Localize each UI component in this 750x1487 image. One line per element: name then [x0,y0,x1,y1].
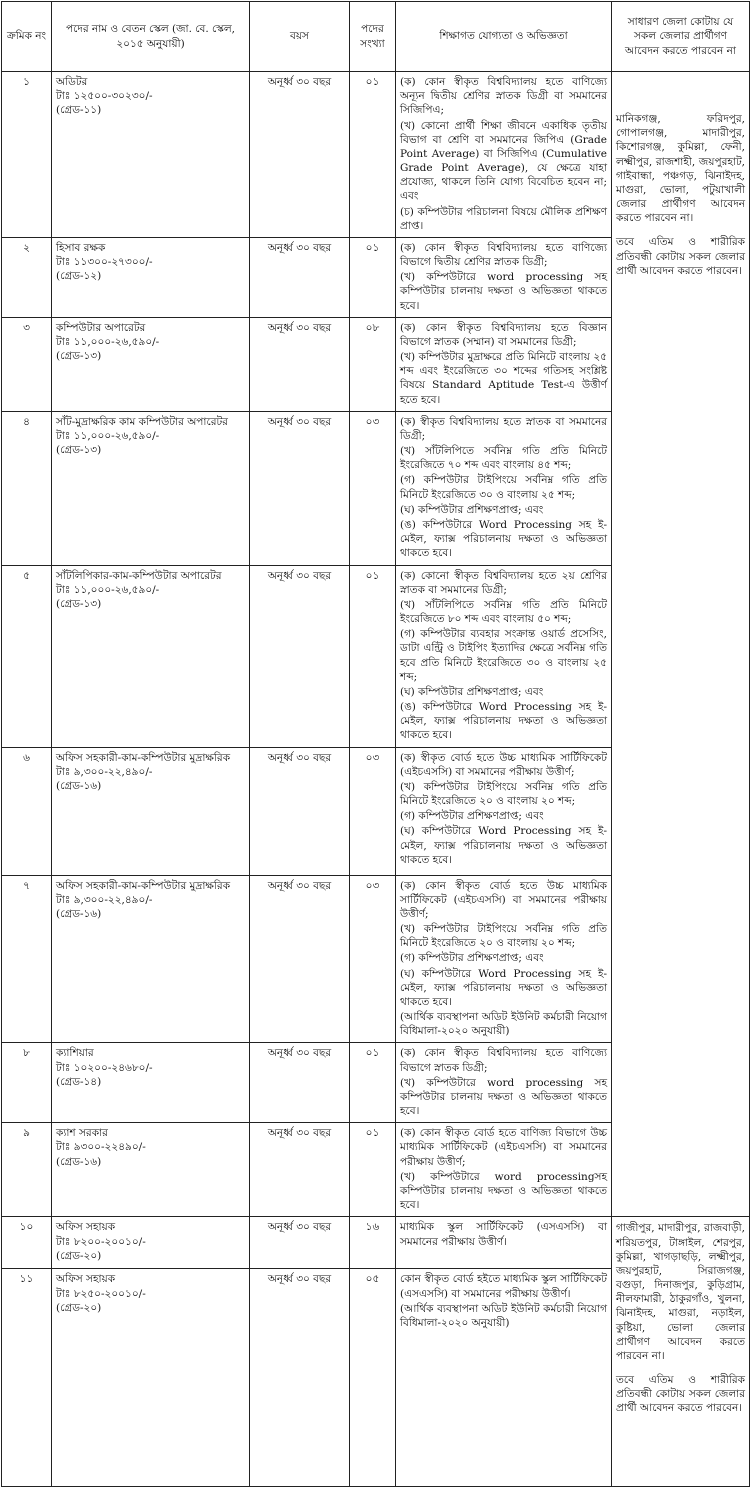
post-count: ০১ [365,1127,380,1140]
post-cell [52,1123,250,1217]
age-cell [250,747,350,875]
qualification-item: (ক) স্বীকৃত বোর্ড হতে উচ্চ মাধ্যমিক সার্টিফিকেট (এইচএসসি) বা সমমানের পরীক্ষায় উত্তীর্ণ; [400,751,607,778]
qualification-cell [396,1217,612,1269]
qualification-item: (আর্থিক ব্যবস্থাপনা অডিট ইউনিট কর্মচারী নিয়োগ বিধিমালা-২০২০ অনুযায়ী) [400,1302,607,1329]
post-cell [52,1043,250,1123]
serial-cell [2,72,52,238]
post-name: অফিস সহকারী-কাম-কম্পিউটার মুদ্রাক্ষরিক [56,879,231,892]
post-name: সাঁটলিপিকার-কাম-কম্পিউটার অপারেটর [56,569,222,582]
age-cell [250,317,350,411]
qualification-item: (ঘ) কম্পিউটার প্রশিক্ষণপ্রাপ্ত; এবং [400,685,544,698]
recruitment-table [1,1,750,1487]
post-name: অফিস সহকারী-কাম-কম্পিউটার মুদ্রাক্ষরিক [56,751,231,764]
header-posts: পদের সংখ্যা [350,2,396,72]
serial-cell [2,747,52,875]
grade: (গ্রেড-১৪) [56,1075,102,1088]
qualification-item: (খ) কম্পিউটারে word processing সহ কম্পিউটার চালনায় দক্ষতা ও অভিজ্ঞতা থাকতে হবে। [400,1076,607,1118]
post-cell [52,875,250,1043]
post-name: হিসাব রক্ষক [56,241,106,254]
age-cell [250,411,350,565]
grade: (গ্রেড-১২) [56,270,102,283]
posts-cell [350,1217,396,1269]
age-limit: অনূর্ধ্ব ৩০ বছর [267,751,332,764]
grade: (গ্রেড-২০) [56,1301,102,1314]
qualification-item: (ঘ) কম্পিউটারে Word Processing সহ ই-মেইল, ফ্যাক্স পরিচালনায় দক্ষতা ও অভিজ্ঞতা থাকতে হবে। [400,825,607,866]
post-cell [52,237,250,317]
age-limit: অনূর্ধ্ব ৩০ বছর [267,1047,332,1060]
qualification-cell [396,747,612,875]
post-name: অফিস সহায়ক [56,1273,116,1286]
header-sl: ক্রমিক নং [2,2,52,72]
qualification-item: (ক) কোন স্বীকৃত বিশ্ববিদ্যালয় হতে বাণিজ্যে বিভাগে স্নাতক ডিগ্রী; [400,1047,607,1074]
serial-cell [2,237,52,317]
header-age: বয়স [250,2,350,72]
table-body [2,72,750,1487]
qualification-item: মাধ্যমিক স্কুল সার্টিফিকেট (এসএসসি) বা সমমানের পরীক্ষায় উত্তীর্ণ। [400,1221,607,1248]
qualification-item: (গ) কম্পিউটার প্রশিক্ষণপ্রাপ্ত; এবং [400,810,544,823]
qualification-item: (খ) কোনো প্রার্থী শিক্ষা জীবনে একাধিক তৃতীয় বিভাগ বা শ্রেণি বা সমমানের জিপিএ (Grade Point Average) বা সিজিপিএ (Cumulative Grade Point Average), যে ক্ষেত্রে যাহা প্রযোজ্য, থাকলে তিনি যোগ্য বিবেচিত হবেন না; এবং [400,119,607,203]
qualification-item: (গ) কম্পিউটার ব্যবহার সংক্রান্ত ওয়ার্ড প্রসেসিং, ডাটা এন্ট্রি ও টাইপিং ইত্যাদির ক্ষেত্রে সর্বনিম্ন গতি হবে প্রতি মিনিটে ইংরেজিতে ৩০ ও বাংলায় ২৫ শব্দ; [400,628,607,683]
post-cell [52,411,250,565]
post-count: ০৩ [365,751,380,764]
posts-cell [350,237,396,317]
grade: (গ্রেড-১৬) [56,1155,102,1168]
header-row [2,2,750,72]
grade: (গ্রেড-১৩) [56,350,102,363]
serial-number: ৫ [23,569,30,582]
qualification-cell [396,411,612,565]
post-name: সাঁট-মুদ্রাক্ষরিক কাম কম্পিউটার অপারেটর [56,415,228,428]
qualification-item: (ক) কোন স্বীকৃত বোর্ড হতে বাণিজ্য বিভাগে উচ্চ মাধ্যমিক সার্টিফিকেট (এইচএসসি) বা সমমানের পরীক্ষায় উত্তীর্ণ; [400,1127,607,1168]
post-cell [52,1217,250,1269]
qualification-item: (ক) কোনো স্বীকৃত বিশ্ববিদ্যালয় হতে ২য় শ্রেণির স্নাতক বা সমমানের ডিগ্রী; [400,569,607,596]
serial-cell [2,875,52,1043]
post-count: ০৩ [365,879,380,892]
pay-scale: টাঃ ৮২০০-২০০১০/- [56,1235,146,1248]
qualification-cell [396,565,612,747]
age-limit: অনূর্ধ্ব ৩০ বছর [267,569,332,582]
post-cell [52,317,250,411]
post-cell [52,565,250,747]
qualification-item: (ক) কোন স্বীকৃত বিশ্ববিদ্যালয় হতে বাণিজ্যে বিভাগে দ্বিতীয় শ্রেণির স্নাতক ডিগ্রী; [400,241,607,269]
qualification-cell [396,1043,612,1123]
age-limit: অনূর্ধ্ব ৩০ বছর [267,241,332,254]
quota-text: তবে এতিম ও শারীরিক প্রতিবন্ধী কোটায় সকল জেলার প্রার্থী আবেদন করতে পারবেন। [616,1374,745,1415]
qualification-item: (খ) সাঁটলিপিতে সর্বনিম্ন গতি প্রতি মিনিটে ইংরেজিতে ৮০ শব্দ এবং বাংলায় ৫০ শব্দ; [400,598,607,626]
age-limit: অনূর্ধ্ব ৩০ বছর [267,76,332,88]
qualification-item: (চ) কম্পিউটার পরিচালনা বিষয়ে মৌলিক প্রশিক্ষণ প্রাপ্ত। [400,205,607,232]
qualification-item: কোন স্বীকৃত বোর্ড হইতে মাধ্যমিক স্কুল সার্টিফিকেট (এসএসসি) বা সমমানের পরীক্ষায় উত্তীর্ণ। [400,1273,607,1300]
serial-cell [2,1217,52,1269]
pay-scale: টাঃ ৯,৩০০-২২,৪৯০/- [56,893,153,906]
qualification-item: (ঘ) কম্পিউটারে Word Processing সহ ই-মেইল, ফ্যাক্স পরিচালনায় দক্ষতা ও অভিজ্ঞতা থাকতে হবে। [400,967,607,1008]
post-name: ক্যাশিয়ার [56,1047,94,1060]
pay-scale: টাঃ ১২৫০০-৩০২৩০/- [56,90,153,103]
post-count: ০১ [365,1047,380,1060]
quota-text: গাজীপুর, মাদারীপুর, রাজবাড়ী, শরিয়তপুর, টাঙ্গাইল, শেরপুর, কুমিল্লা, খাগড়াছড়ি, লক্ষ্মীপুর, জয়পুরহাট, সিরাজগঞ্জ, বগুড়া, দিনাজপুর, কুড়িগ্রাম, নীলফামারী, ঠাকুরগাঁও, খুলনা, ঝিনাইদহ, মাগুরা, নড়াইল, কুষ্টিয়া, ভোলা জেলার প্রার্থীগণ আবেদন করতে পারবেন না। [616,1222,745,1362]
post-count: ০১ [365,76,380,88]
qualification-item: (ঘ) কম্পিউটার প্রশিক্ষণপ্রাপ্ত; এবং [400,503,544,516]
qualification-item: (খ) কম্পিউটার টাইপিংয়ে সর্বনিম্ন গতি প্রতি মিনিটে ইংরেজিতে ২০ ও বাংলায় ২০ শব্দ; [400,923,607,950]
header-qualification: শিক্ষাগত যোগ্যতা ও অভিজ্ঞতা [396,2,612,72]
pay-scale: টাঃ ৮২৫০-২০০১০/- [56,1287,146,1300]
table-row [2,72,750,238]
pay-scale: টাঃ ১১৩০০-২৭৩০০/- [56,256,153,269]
posts-cell [350,565,396,747]
age-limit: অনূর্ধ্ব ৩০ বছর [267,879,332,892]
qualification-item: (খ) কম্পিউটারে word processing সহ কম্পিউটার চালনায় দক্ষতা ও অভিজ্ঞতা থাকতে হবে। [400,271,607,312]
header-post: পদের নাম ও বেতন স্কেল (জা. বে. স্কেল, ২০১৫ অনুযায়ী) [52,2,250,72]
qualification-cell [396,237,612,317]
quota-cell [612,1217,750,1487]
serial-number: ৯ [23,1127,30,1140]
qualification-item: (ক) কোন স্বীকৃত বিশ্ববিদ্যালয় হতে বাণিজ্যে অন্যূন দ্বিতীয় শ্রেণির স্নাতক ডিগ্রী বা সমমানের সিজিপিএ; [400,76,607,117]
posts-cell [350,1269,396,1487]
age-cell [250,1043,350,1123]
age-cell [250,72,350,238]
serial-cell [2,1043,52,1123]
table-row [2,1217,750,1269]
post-cell [52,747,250,875]
qualification-item: (গ) কম্পিউটার টাইপিংয়ে সর্বনিম্ন গতি প্রতি মিনিটে ইংরেজিতে ৩০ ও বাংলায় ২৫ শব্দ; [400,474,607,501]
serial-number: ৭ [23,879,30,892]
post-count: ০১ [365,241,380,254]
pay-scale: টাঃ ৯৩০০-২২৪৯০/- [56,1141,146,1154]
age-limit: অনূর্ধ্ব ৩০ বছর [267,1273,332,1286]
qualification-item: (খ) কম্পিউটার টাইপিংয়ে সর্বনিম্ন গতি প্রতি মিনিটে ইংরেজিতে ২০ ও বাংলায় ২০ শব্দ; [400,780,607,808]
grade: (গ্রেড-১৩) [56,597,102,610]
serial-cell [2,1123,52,1217]
posts-cell [350,411,396,565]
qualification-item: (খ) কম্পিউটার মুদ্রাক্ষরে প্রতি মিনিটে বাংলায় ২৫ শব্দ এবং ইংরেজিতে ৩০ শব্দের গতিসহ সংশ্লিষ্ট বিষয়ে Standard Aptitude Test-এ উত্তীর্ণ হতে হবে। [400,351,607,406]
qualification-item: (ক) কোন স্বীকৃত বিশ্ববিদ্যালয় হতে বিজ্ঞান বিভাগে স্নাতক (সম্মান) বা সমমানের ডিগ্রী; [400,321,607,348]
age-cell [250,875,350,1043]
qualification-cell [396,1269,612,1487]
grade: (গ্রেড-১৩) [56,444,102,457]
qualification-cell [396,875,612,1043]
qualification-item: (গ) কম্পিউটার প্রশিক্ষণপ্রাপ্ত; এবং [400,952,544,965]
qualification-item: (ঙ) কম্পিউটারে Word Processing সহ ই-মেইল, ফ্যাক্স পরিচালনায় দক্ষতা ও অভিজ্ঞতা থাকতে হবে। [400,701,607,742]
pay-scale: টাঃ ১১,০০০-২৬,৫৯০/- [56,583,160,596]
serial-number: ১ [23,76,30,88]
qualification-item: (খ) সাঁটলিপিতে সর্বনিম্ন গতি প্রতি মিনিটে ইংরেজিতে ৭০ শব্দ এবং বাংলায় ৪৫ শব্দ; [400,445,607,472]
posts-cell [350,317,396,411]
age-limit: অনূর্ধ্ব ৩০ বছর [267,1127,332,1140]
post-name: অফিস সহায়ক [56,1221,116,1234]
serial-cell [2,565,52,747]
age-cell [250,1269,350,1487]
serial-number: ৬ [23,751,30,764]
posts-cell [350,747,396,875]
age-cell [250,1123,350,1217]
quota-text: মানিকগঞ্জ, ফরিদপুর, গোপালগঞ্জ, মাদারীপুর, কিশোরগঞ্জ, কুমিল্লা, ফেনী, লক্ষ্মীপুর, রাজশাহী, জয়পুরহাট, গাইবান্ধা, পঞ্চগড়, ঝিনাইদহ, মাগুরা, ভোলা, পটুয়াখালী জেলার প্রার্থীগণ আবেদন করতে পারবেন না। [616,113,745,225]
qualification-item: (ঙ) কম্পিউটারে Word Processing সহ ই-মেইল, ফ্যাক্স পরিচালনায় দক্ষতা ও অভিজ্ঞতা থাকতে হবে। [400,518,607,560]
qualification-item: (ক) কোন স্বীকৃত বোর্ড হতে উচ্চ মাধ্যমিক সার্টিফিকেট (এইচএসসি) বা সমমানের পরীক্ষায় উত্তীর্ণ; [400,879,607,920]
post-cell [52,1269,250,1487]
serial-number: ২ [23,241,30,254]
posts-cell [350,1043,396,1123]
posts-cell [350,1123,396,1217]
age-limit: অনূর্ধ্ব ৩০ বছর [267,1221,332,1234]
serial-number: ৮ [23,1047,30,1060]
post-name: অডিটর [56,76,88,88]
qualification-item: (ক) স্বীকৃত বিশ্ববিদ্যালয় হতে স্নাতক বা সমমানের ডিগ্রী; [400,415,607,442]
post-count: ০৩ [365,415,380,428]
grade: (গ্রেড-২০) [56,1249,102,1262]
posts-cell [350,875,396,1043]
age-cell [250,237,350,317]
post-name: ক্যাশ সরকার [56,1127,108,1140]
header-quota: সাধারণ জেলা কোটায় যে সকল জেলার প্রার্থীগণ আবেদন করতে পারবেন না [612,2,750,72]
pay-scale: টাঃ ১১,০০০-২৬,৫৯০/- [56,335,160,348]
quota-text: তবে এতিম ও শারীরিক প্রতিবন্ধী কোটায় সকল জেলার প্রার্থী আবেদন করতে পারবেন। [616,236,745,277]
post-count: ১৬ [365,1221,380,1234]
age-cell [250,565,350,747]
qualification-item: (আর্থিক ব্যবস্থাপনা অডিট ইউনিট কর্মচারী নিয়োগ বিধিমালা-২০২০ অনুযায়ী) [400,1011,607,1038]
qualification-item: (খ) কম্পিউটারে word processingসহ কম্পিউটার চালনায় দক্ষতা ও অভিজ্ঞতা থাকতে হবে। [400,1170,607,1212]
grade: (গ্রেড-১১) [56,104,102,117]
age-limit: অনূর্ধ্ব ৩০ বছর [267,321,332,334]
post-name: কম্পিউটার অপারেটর [56,321,146,334]
pay-scale: টাঃ ১১,০০০-২৬,৫৯০/- [56,429,160,442]
serial-number: ১১ [19,1273,34,1286]
qualification-cell [396,1123,612,1217]
quota-cell [612,72,750,1217]
serial-number: ১০ [19,1221,34,1234]
pay-scale: টাঃ ৯,৩০০-২২,৪৯০/- [56,765,153,778]
grade: (গ্রেড-১৬) [56,907,102,920]
pay-scale: টাঃ ১০২০০-২৪৬৮০/- [56,1061,153,1074]
serial-number: ৩ [23,321,30,334]
age-limit: অনূর্ধ্ব ৩০ বছর [267,415,332,428]
serial-cell [2,1269,52,1487]
post-count: ০৮ [365,321,380,334]
serial-cell [2,411,52,565]
posts-cell [350,72,396,238]
post-count: ০৫ [365,1273,380,1286]
qualification-cell [396,72,612,238]
post-cell [52,72,250,238]
qualification-cell [396,317,612,411]
age-cell [250,1217,350,1269]
grade: (গ্রেড-১৬) [56,779,102,792]
post-count: ০১ [365,569,380,582]
serial-cell [2,317,52,411]
serial-number: ৪ [23,415,30,428]
